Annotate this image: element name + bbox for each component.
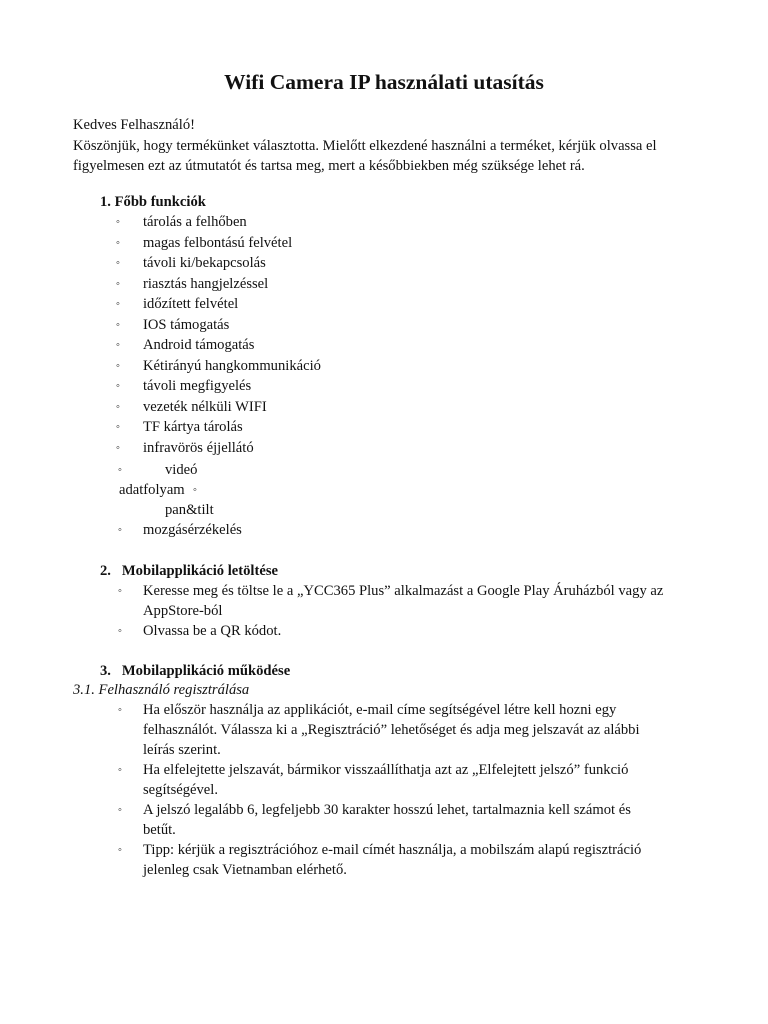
- list-item-text: IOS támogatás: [143, 316, 230, 333]
- list-item-line: AppStore-ból: [143, 603, 223, 619]
- list-item-text: vezeték nélküli WIFI: [143, 398, 267, 415]
- list-item-line: felhasználót. Válassza ki a „Regisztráció” lehetőséget és adja meg jelszavát az alábbi: [143, 722, 640, 738]
- bullet-icon: ◦: [118, 764, 122, 776]
- bullet-icon: ◦: [116, 339, 120, 351]
- section-heading-3: [100, 661, 290, 682]
- bullet-icon: ◦: [116, 441, 120, 454]
- list-item: pan&tilt: [165, 502, 214, 518]
- section-title: Mobilapplikáció működése: [121, 663, 291, 679]
- subsection-heading: 3.1. Felhasználó regisztrálása: [73, 682, 250, 698]
- bullet-icon: ◦: [116, 380, 120, 392]
- list-item-text: magas felbontású felvétel: [143, 234, 293, 251]
- page-title: Wifi Camera IP használati utasítás: [224, 70, 544, 94]
- bullet-icon: ◦: [116, 277, 120, 290]
- list-item-text: időzített felvétel: [143, 296, 239, 312]
- bullet-icon: ◦: [116, 257, 120, 269]
- list-item: adatfolyam: [119, 482, 185, 498]
- list-item: [116, 376, 321, 397]
- list-item-text: Android támogatás: [143, 337, 255, 353]
- intro-line: figyelmesen ezt az útmutatót és tartsa meg, mert a későbbiekben még szüksége lehet rá.: [73, 158, 585, 174]
- list-item: mozgásérzékelés: [143, 522, 242, 538]
- bullet-icon: ◦: [118, 464, 122, 476]
- section-number: 2.: [100, 563, 111, 579]
- list-item: [116, 233, 321, 254]
- list-item-text: riasztás hangjelzéssel: [143, 275, 269, 292]
- bullet-icon: ◦: [193, 484, 197, 496]
- bullet-icon: ◦: [118, 844, 122, 856]
- section-title: Mobilapplikáció letöltése: [121, 563, 278, 579]
- bullet-icon: ◦: [116, 421, 120, 433]
- list-item: [116, 212, 321, 233]
- section-number: 1.: [100, 194, 111, 210]
- list-item-text: távoli ki/bekapcsolás: [143, 255, 266, 271]
- list-item-line: Tipp: kérjük a regisztrációhoz e-mail címét használja, a mobilszám alapú regisztráció: [143, 842, 642, 858]
- bullet-icon: ◦: [116, 359, 120, 372]
- bullet-icon: ◦: [118, 524, 122, 536]
- list-item-text: TF kártya tárolás: [143, 419, 243, 435]
- bullet-icon: ◦: [116, 318, 120, 331]
- list-item: [116, 397, 321, 418]
- section-heading-2: [100, 561, 278, 582]
- list-item: [116, 438, 321, 459]
- greeting: Kedves Felhasználó!: [73, 117, 195, 133]
- intro-line: Köszönjük, hogy termékünket választotta. Mielőtt elkezdené használni a terméket, kérjük olvassa el: [73, 137, 657, 154]
- list-item: videó: [165, 462, 198, 478]
- list-item: [116, 335, 321, 356]
- list-item-text: infravörös éjjellátó: [143, 439, 254, 456]
- list-item-line: jelenleg csak Vietnamban elérhető.: [143, 862, 347, 878]
- bullet-icon: ◦: [116, 298, 120, 310]
- intro-paragraph: [73, 115, 713, 177]
- list-item-line: betűt.: [143, 822, 176, 838]
- list-item-text: távoli megfigyelés: [143, 378, 252, 394]
- list-item: [116, 274, 321, 295]
- bullet-icon: ◦: [118, 704, 122, 716]
- bullet-icon: ◦: [116, 400, 120, 413]
- bullet-icon: ◦: [118, 585, 122, 597]
- list-item: [116, 253, 321, 274]
- bullet-icon: ◦: [118, 625, 122, 637]
- feature-list: [116, 212, 321, 458]
- bullet-icon: ◦: [116, 216, 120, 228]
- bullet-icon: ◦: [116, 236, 120, 249]
- list-item-text: tárolás a felhőben: [143, 214, 247, 230]
- list-item-line: Ha elfelejtette jelszavát, bármikor visszaállíthatja azt az „Elfelejtett jelszó” funkció: [143, 762, 629, 778]
- list-item: [116, 356, 321, 377]
- list-item-line: leírás szerint.: [143, 742, 221, 758]
- bullet-icon: ◦: [118, 804, 122, 816]
- list-item-line: Ha először használja az applikációt, e-mail címe segítségével létre kell hozni egy: [143, 702, 617, 718]
- section-number: 3.: [100, 663, 111, 679]
- section-title: Főbb funkciók: [114, 194, 206, 210]
- list-item-line: segítségével.: [143, 782, 218, 798]
- section-heading-1: [100, 192, 206, 213]
- list-item: [116, 294, 321, 315]
- list-item: Olvassa be a QR kódot.: [143, 623, 282, 639]
- list-item-line: Keresse meg és töltse le a „YCC365 Plus” alkalmazást a Google Play Áruházból vagy az: [143, 583, 664, 599]
- list-item-text: Kétirányú hangkommunikáció: [143, 357, 321, 374]
- list-item: [116, 315, 321, 336]
- list-item: [116, 417, 321, 438]
- list-item-line: A jelszó legalább 6, legfeljebb 30 karakter hosszú lehet, tartalmaznia kell számot és: [143, 802, 631, 818]
